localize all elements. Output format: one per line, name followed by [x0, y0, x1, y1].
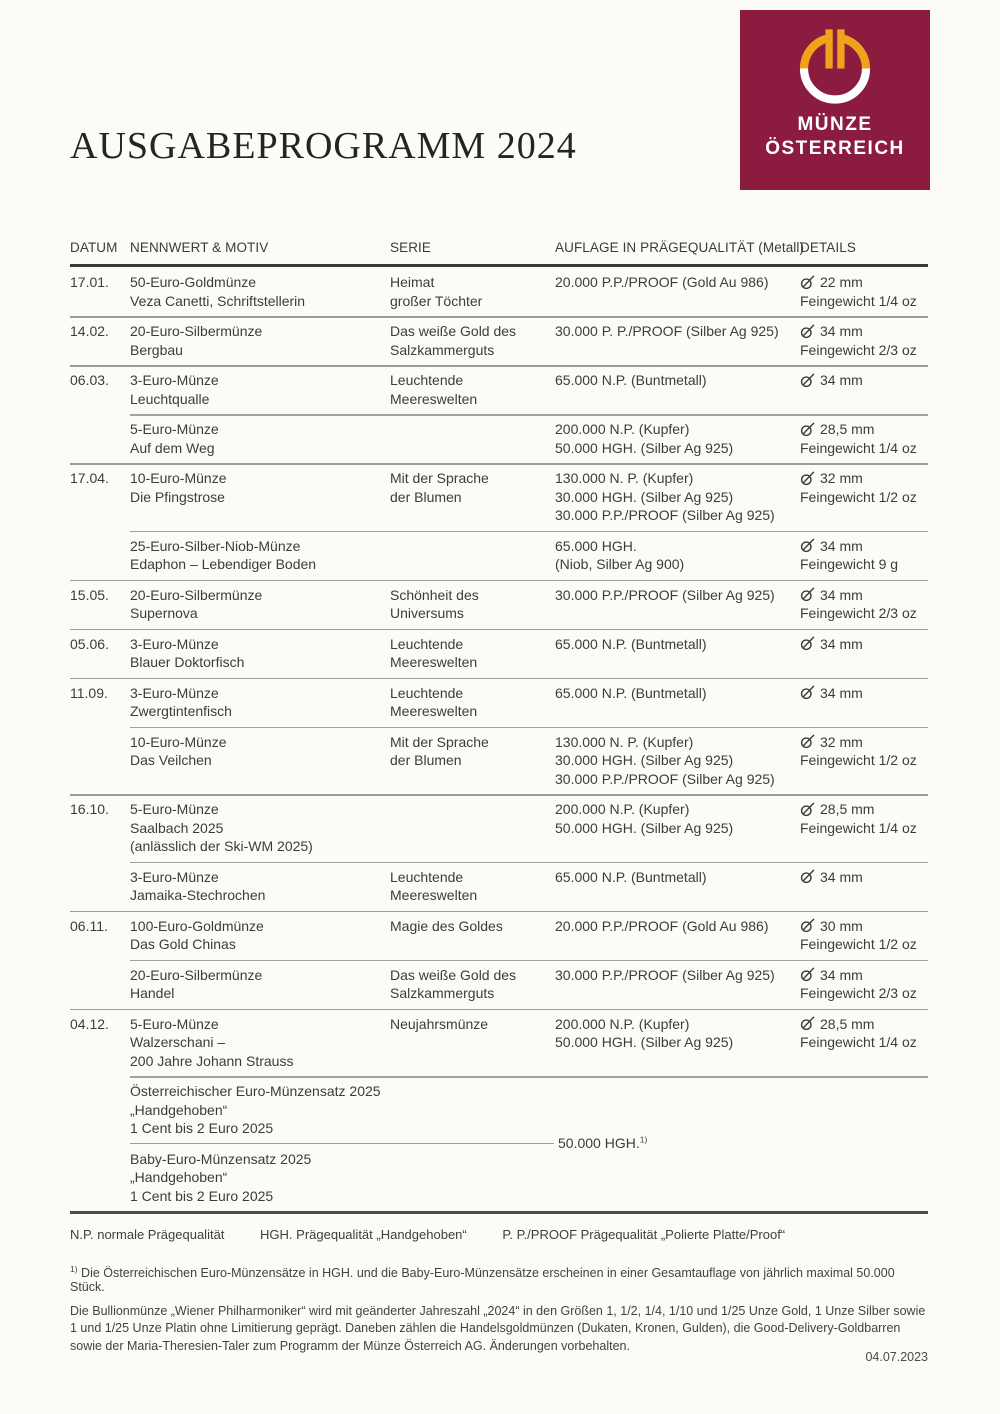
serie-line: Salzkammerguts — [390, 341, 495, 358]
document-date: 04.07.2023 — [865, 1350, 928, 1364]
diameter-icon — [800, 471, 815, 486]
bracket-value: 50.000 HGH.$^{1)}$ — [558, 1133, 648, 1151]
diameter-icon — [800, 422, 815, 437]
row-serie — [390, 635, 555, 672]
diameter-icon — [800, 967, 815, 982]
row-details — [800, 537, 928, 574]
column-header-motiv: NENNWERT & MOTIV — [130, 240, 269, 255]
serie-line: Meereswelten — [390, 390, 478, 407]
motif-line: Das Veilchen — [130, 752, 212, 768]
table-row — [70, 862, 928, 911]
row-motif — [130, 917, 390, 954]
row-auflage — [555, 635, 800, 672]
motif-line: Die Pfingstrose — [130, 488, 225, 505]
row-separator — [130, 727, 928, 729]
row-date: 17.04. — [70, 470, 109, 486]
row-motif — [130, 273, 390, 310]
table-row — [70, 1076, 928, 1144]
motif-line: 20-Euro-Silbermünze — [130, 323, 263, 339]
row-serie — [390, 586, 555, 623]
motif-line: 20-Euro-Silbermünze — [130, 966, 263, 983]
weight-line: Feingewicht 1/4 oz — [800, 292, 917, 309]
row-motif — [130, 966, 390, 1003]
row-date — [70, 733, 130, 789]
row-separator — [70, 463, 928, 465]
table-bottom-rule — [70, 1211, 928, 1214]
diameter-icon — [800, 685, 815, 700]
diameter-value — [800, 800, 922, 819]
row-serie — [390, 469, 555, 525]
weight-line: Feingewicht 2/3 oz — [800, 985, 917, 1001]
motif-line: Blauer Doktorfisch — [130, 654, 245, 670]
row-motif — [130, 684, 390, 721]
quality-legend — [70, 1227, 928, 1242]
logo-wordmark-line2: ÖSTERREICH — [765, 138, 905, 159]
motif-line: 100-Euro-Goldmünze — [130, 917, 264, 934]
weight-line: Feingewicht 1/2 oz — [800, 936, 917, 952]
row-date — [70, 420, 130, 457]
diameter-text: 32 mm — [820, 470, 863, 486]
row-motif — [130, 586, 390, 623]
serie-line: Neujahrsmünze — [390, 1015, 489, 1032]
weight-line: Feingewicht 1/2 oz — [800, 752, 917, 768]
auflage-line: 200.000 N.P. (Kupfer) — [555, 421, 690, 437]
row-auflage — [555, 273, 800, 310]
serie-line: Mit der Sprache — [390, 470, 489, 486]
row-motif — [130, 469, 390, 525]
row-details — [800, 684, 928, 721]
row-auflage — [555, 322, 800, 359]
row-separator — [130, 960, 928, 962]
diameter-text: 34 mm — [820, 323, 863, 339]
row-date: 05.06. — [70, 635, 109, 652]
auflage-line: (Niob, Silber Ag 900) — [555, 556, 685, 572]
motif-line: 20-Euro-Silbermünze — [130, 586, 263, 603]
auflage-line: 30.000 P.P./PROOF (Silber Ag 925) — [555, 507, 775, 523]
weight-line: Feingewicht 1/4 oz — [800, 439, 917, 456]
row-details — [800, 1082, 928, 1138]
serie-line: Salzkammerguts — [390, 985, 495, 1001]
motif-line: 3-Euro-Münze — [130, 372, 219, 388]
serie-line: der Blumen — [390, 752, 462, 768]
row-details — [800, 371, 928, 408]
auflage-line: 30.000 P.P./PROOF (Silber Ag 925) — [555, 770, 775, 787]
row-separator — [70, 629, 928, 631]
table-row — [70, 267, 928, 316]
row-auflage — [555, 917, 800, 954]
motif-line: Supernova — [130, 605, 198, 621]
motif-line: 10-Euro-Münze — [130, 470, 227, 486]
page-title: AUSGABEPROGRAMM 2024 — [70, 125, 577, 167]
serie-line: Leuchtende — [390, 635, 464, 652]
motif-line: Auf dem Weg — [130, 439, 215, 456]
motif-line: „Handgehoben“ — [130, 1101, 228, 1118]
row-motif — [130, 733, 390, 789]
bracket-line — [130, 1143, 554, 1145]
diameter-icon — [800, 869, 815, 884]
weight-line: Feingewicht 1/2 oz — [800, 488, 917, 505]
motif-line: Jamaika-Stechrochen — [130, 887, 266, 903]
row-date — [70, 537, 130, 574]
column-header-datum: DATUM — [70, 240, 118, 255]
row-serie — [390, 733, 555, 789]
row-separator — [70, 580, 928, 582]
serie-line: Heimat — [390, 274, 435, 290]
auflage-line: 30.000 P. P./PROOF (Silber Ag 925) — [555, 323, 779, 339]
motif-line: Österreichischer Euro-Münzensatz 2025 — [130, 1083, 381, 1099]
row-details — [800, 635, 928, 672]
diameter-value — [800, 684, 922, 703]
diameter-text: 34 mm — [820, 586, 863, 603]
issue-table — [70, 240, 928, 1355]
row-auflage — [555, 733, 800, 789]
legend-item-hgh: HGH. Prägequalität „Handgehoben“ — [260, 1226, 467, 1242]
diameter-value — [800, 917, 922, 936]
motif-line: (anlässlich der Ski-WM 2025) — [130, 838, 313, 854]
row-auflage — [555, 1015, 800, 1071]
diameter-value — [800, 733, 922, 752]
serie-line: großer Töchter — [390, 292, 483, 309]
row-separator — [130, 414, 928, 416]
motif-line: 200 Jahre Johann Strauss — [130, 1052, 294, 1069]
weight-line: Feingewicht 1/4 oz — [800, 1034, 917, 1050]
diameter-value — [800, 273, 922, 292]
serie-line: Magie des Goldes — [390, 917, 503, 934]
motif-line: 10-Euro-Münze — [130, 733, 227, 750]
row-details — [800, 586, 928, 623]
table-row — [70, 911, 928, 960]
motif-line: 50-Euro-Goldmünze — [130, 274, 257, 290]
table-row — [70, 1009, 928, 1077]
motif-line: Leuchtqualle — [130, 390, 210, 407]
auflage-line: 65.000 N.P. (Buntmetall) — [555, 868, 707, 885]
motif-line: 3-Euro-Münze — [130, 635, 219, 652]
row-date — [70, 1082, 130, 1138]
diameter-icon — [800, 636, 815, 651]
weight-line: Feingewicht 2/3 oz — [800, 605, 917, 621]
diameter-text: 34 mm — [820, 684, 863, 701]
row-date: 17.01. — [70, 274, 109, 290]
motif-line: Veza Canetti, Schriftstellerin — [130, 292, 306, 309]
row-date: 06.03. — [70, 372, 109, 388]
row-motif — [130, 420, 390, 457]
motif-line: Saalbach 2025 — [130, 819, 224, 836]
auflage-line: 65.000 N.P. (Buntmetall) — [555, 372, 707, 388]
motif-line: Edaphon – Lebendiger Boden — [130, 556, 317, 572]
row-date: 15.05. — [70, 586, 109, 603]
footnote-1 — [70, 1263, 928, 1294]
serie-line: der Blumen — [390, 488, 462, 505]
serie-line: Meereswelten — [390, 887, 478, 903]
row-auflage — [555, 1150, 800, 1206]
motif-line: 5-Euro-Münze — [130, 801, 219, 817]
weight-line: Feingewicht 1/4 oz — [800, 819, 917, 836]
serie-line: Leuchtende — [390, 868, 464, 885]
diameter-text: 34 mm — [820, 372, 863, 388]
serie-line: Leuchtende — [390, 684, 464, 701]
diameter-text: 30 mm — [820, 917, 863, 934]
diameter-icon — [800, 324, 815, 339]
row-date — [70, 966, 130, 1003]
mint-logo — [740, 10, 930, 190]
diameter-value — [800, 420, 922, 439]
diameter-value — [800, 322, 922, 341]
diameter-text: 34 mm — [820, 868, 863, 885]
auflage-line: 130.000 N. P. (Kupfer) — [555, 470, 694, 486]
serie-line: Meereswelten — [390, 654, 478, 670]
diameter-icon — [800, 538, 815, 553]
row-details — [800, 469, 928, 525]
row-auflage — [555, 469, 800, 525]
diameter-value — [800, 868, 922, 887]
diameter-text: 32 mm — [820, 733, 863, 750]
auflage-line: 65.000 HGH. — [555, 537, 637, 554]
diameter-value — [800, 469, 922, 488]
motif-line: 1 Cent bis 2 Euro 2025 — [130, 1187, 274, 1204]
row-auflage — [555, 1082, 800, 1138]
table-header — [70, 240, 928, 267]
diameter-text: 28,5 mm — [820, 1015, 875, 1032]
row-serie — [390, 868, 555, 905]
weight-line: Feingewicht 9 g — [800, 556, 899, 572]
diameter-text: 28,5 mm — [820, 421, 875, 437]
row-auflage — [555, 868, 800, 905]
row-auflage — [555, 684, 800, 721]
row-date: 04.12. — [70, 1015, 109, 1032]
serie-line: Universums — [390, 605, 464, 621]
diameter-text: 34 mm — [820, 537, 863, 554]
diameter-icon — [800, 587, 815, 602]
row-separator — [70, 316, 928, 318]
auflage-line: 50.000 HGH. (Silber Ag 925) — [555, 1034, 734, 1050]
row-motif — [130, 537, 390, 574]
auflage-line: 30.000 P.P./PROOF (Silber Ag 925) — [555, 966, 775, 983]
row-serie — [390, 800, 555, 856]
diameter-value — [800, 966, 922, 985]
footnote-marker: 1) — [70, 1263, 78, 1274]
motif-line: Baby-Euro-Münzensatz 2025 — [130, 1150, 312, 1167]
auflage-line: 65.000 N.P. (Buntmetall) — [555, 635, 707, 652]
legend-item-np: N.P. normale Prägequalität — [70, 1226, 225, 1242]
row-details — [800, 733, 928, 789]
motif-line: 5-Euro-Münze — [130, 421, 219, 437]
row-motif — [130, 1082, 390, 1138]
row-auflage — [555, 800, 800, 856]
table-row — [70, 678, 928, 727]
row-auflage — [555, 537, 800, 574]
row-separator — [70, 678, 928, 680]
row-details — [800, 420, 928, 457]
diameter-text: 22 mm — [820, 274, 863, 290]
row-serie — [390, 1082, 555, 1138]
table-row — [70, 1133, 928, 1212]
row-serie — [390, 273, 555, 310]
motif-line: „Handgehoben“ — [130, 1169, 228, 1185]
table-row — [70, 365, 928, 414]
motif-line: Bergbau — [130, 341, 183, 358]
row-details — [800, 1150, 928, 1206]
row-serie — [390, 966, 555, 1003]
auflage-line: 130.000 N. P. (Kupfer) — [555, 733, 694, 750]
serie-line: Das weiße Gold des — [390, 966, 517, 983]
column-header-serie: SERIE — [390, 240, 432, 255]
diameter-icon — [800, 918, 815, 933]
row-serie — [390, 684, 555, 721]
footnote-marker: 1) — [639, 1133, 648, 1144]
auflage-line: 50.000 HGH. (Silber Ag 925) — [555, 439, 734, 456]
row-motif — [130, 1150, 390, 1206]
column-header-details: DETAILS — [800, 240, 856, 255]
row-motif — [130, 371, 390, 408]
row-separator — [130, 862, 928, 864]
auflage-line: 50.000 HGH. (Silber Ag 925) — [555, 819, 734, 836]
row-motif — [130, 635, 390, 672]
row-date — [70, 1150, 130, 1206]
column-header-auflage: AUFLAGE IN PRÄGEQUALITÄT (Metall) — [555, 240, 805, 255]
motif-line: Walzerschani – — [130, 1034, 226, 1050]
motif-line: Handel — [130, 985, 175, 1001]
diameter-icon — [800, 1016, 815, 1031]
auflage-line: 30.000 HGH. (Silber Ag 925) — [555, 488, 734, 505]
row-date: 06.11. — [70, 917, 108, 934]
table-row — [70, 531, 928, 580]
serie-line: Meereswelten — [390, 703, 478, 719]
row-motif — [130, 1015, 390, 1071]
row-date: 14.02. — [70, 323, 109, 339]
row-auflage — [555, 586, 800, 623]
row-serie — [390, 537, 555, 574]
row-auflage — [555, 371, 800, 408]
table-row — [70, 316, 928, 365]
table-row — [70, 463, 928, 531]
auflage-line: 20.000 P.P./PROOF (Gold Au 986) — [555, 274, 769, 290]
auflage-line: 20.000 P.P./PROOF (Gold Au 986) — [555, 917, 769, 934]
row-details — [800, 800, 928, 856]
auflage-line: 200.000 N.P. (Kupfer) — [555, 1015, 690, 1032]
table-row — [70, 629, 928, 678]
motif-line: Das Gold Chinas — [130, 936, 236, 952]
row-details — [800, 1015, 928, 1071]
row-details — [800, 273, 928, 310]
row-serie — [390, 917, 555, 954]
auflage-line: 65.000 N.P. (Buntmetall) — [555, 684, 707, 701]
serie-line: Leuchtende — [390, 372, 464, 388]
motif-line: 25-Euro-Silber-Niob-Münze — [130, 537, 301, 554]
serie-line: Mit der Sprache — [390, 733, 489, 750]
motif-line: 5-Euro-Münze — [130, 1015, 219, 1032]
row-separator — [130, 531, 928, 533]
row-serie — [390, 420, 555, 457]
footnote-1-text: Die Österreichischen Euro-Münzensätze in HGH. und die Baby-Euro-Münzensätze erscheinen in einer Gesamtauflage von jährlich maximal 50.000 Stück. — [70, 1265, 895, 1294]
diameter-icon — [800, 373, 815, 388]
diameter-value — [800, 586, 922, 605]
row-serie — [390, 1150, 555, 1206]
row-separator — [70, 794, 928, 796]
mint-coin-icon — [794, 23, 876, 105]
motif-line: 1 Cent bis 2 Euro 2025 — [130, 1120, 274, 1136]
row-separator — [130, 1076, 928, 1078]
auflage-line: 200.000 N.P. (Kupfer) — [555, 801, 690, 817]
table-row — [70, 414, 928, 463]
diameter-icon — [800, 275, 815, 290]
row-date — [70, 868, 130, 905]
diameter-icon — [800, 734, 815, 749]
serie-line: Das weiße Gold des — [390, 323, 517, 339]
row-motif — [130, 800, 390, 856]
logo-wordmark — [740, 113, 930, 161]
motif-line: 3-Euro-Münze — [130, 868, 219, 885]
motif-line: 3-Euro-Münze — [130, 684, 219, 701]
serie-line: Schönheit des — [390, 586, 479, 603]
diameter-value — [800, 537, 922, 556]
motif-line: Zwergtintenfisch — [130, 703, 232, 719]
auflage-line: 30.000 HGH. (Silber Ag 925) — [555, 752, 734, 768]
auflage-line: 30.000 P.P./PROOF (Silber Ag 925) — [555, 586, 775, 603]
row-motif — [130, 322, 390, 359]
row-separator — [70, 1009, 928, 1011]
row-details — [800, 917, 928, 954]
row-auflage — [555, 420, 800, 457]
row-details — [800, 868, 928, 905]
row-separator — [70, 911, 928, 913]
diameter-text: 34 mm — [820, 635, 863, 652]
weight-line: Feingewicht 2/3 oz — [800, 341, 917, 358]
table-body — [70, 267, 928, 1211]
table-row — [70, 727, 928, 795]
row-serie — [390, 371, 555, 408]
diameter-text: 34 mm — [820, 966, 863, 983]
row-motif — [130, 868, 390, 905]
diameter-value — [800, 371, 922, 390]
row-date: 11.09. — [70, 684, 108, 701]
diameter-icon — [800, 802, 815, 817]
table-row — [70, 960, 928, 1009]
row-separator — [70, 365, 928, 367]
row-serie — [390, 1015, 555, 1071]
row-auflage — [555, 966, 800, 1003]
diameter-text: 28,5 mm — [820, 801, 875, 817]
diameter-value — [800, 1015, 922, 1034]
row-date: 16.10. — [70, 801, 109, 817]
row-details — [800, 322, 928, 359]
logo-wordmark-line1: MÜNZE — [797, 114, 873, 135]
table-row — [70, 794, 928, 862]
footnote-2: Die Bullionmünze „Wiener Philharmoniker“ wird mit geänderter Jahreszahl „2024“ in den Größen 1, 1/2, 1/4, 1/10 und 1/25 Unze Gold, 1 Unze Silber sowie 1 und 1/25 Unze Platin ohne Limitierung geprägt. Daneben zählen die Handelsgoldmünzen (Dukaten, Kronen, Gulden), die Good-Delivery-Goldbarren sowie der Maria-Theresien-Taler zum Programm der Münze Österreich AG. Änderungen vorbehalten. — [70, 1303, 926, 1353]
table-row — [70, 580, 928, 629]
legend-item-proof: P. P./PROOF Prägequalität „Polierte Platte/Proof“ — [502, 1226, 786, 1242]
row-serie — [390, 322, 555, 359]
diameter-value — [800, 635, 922, 654]
row-details — [800, 966, 928, 1003]
